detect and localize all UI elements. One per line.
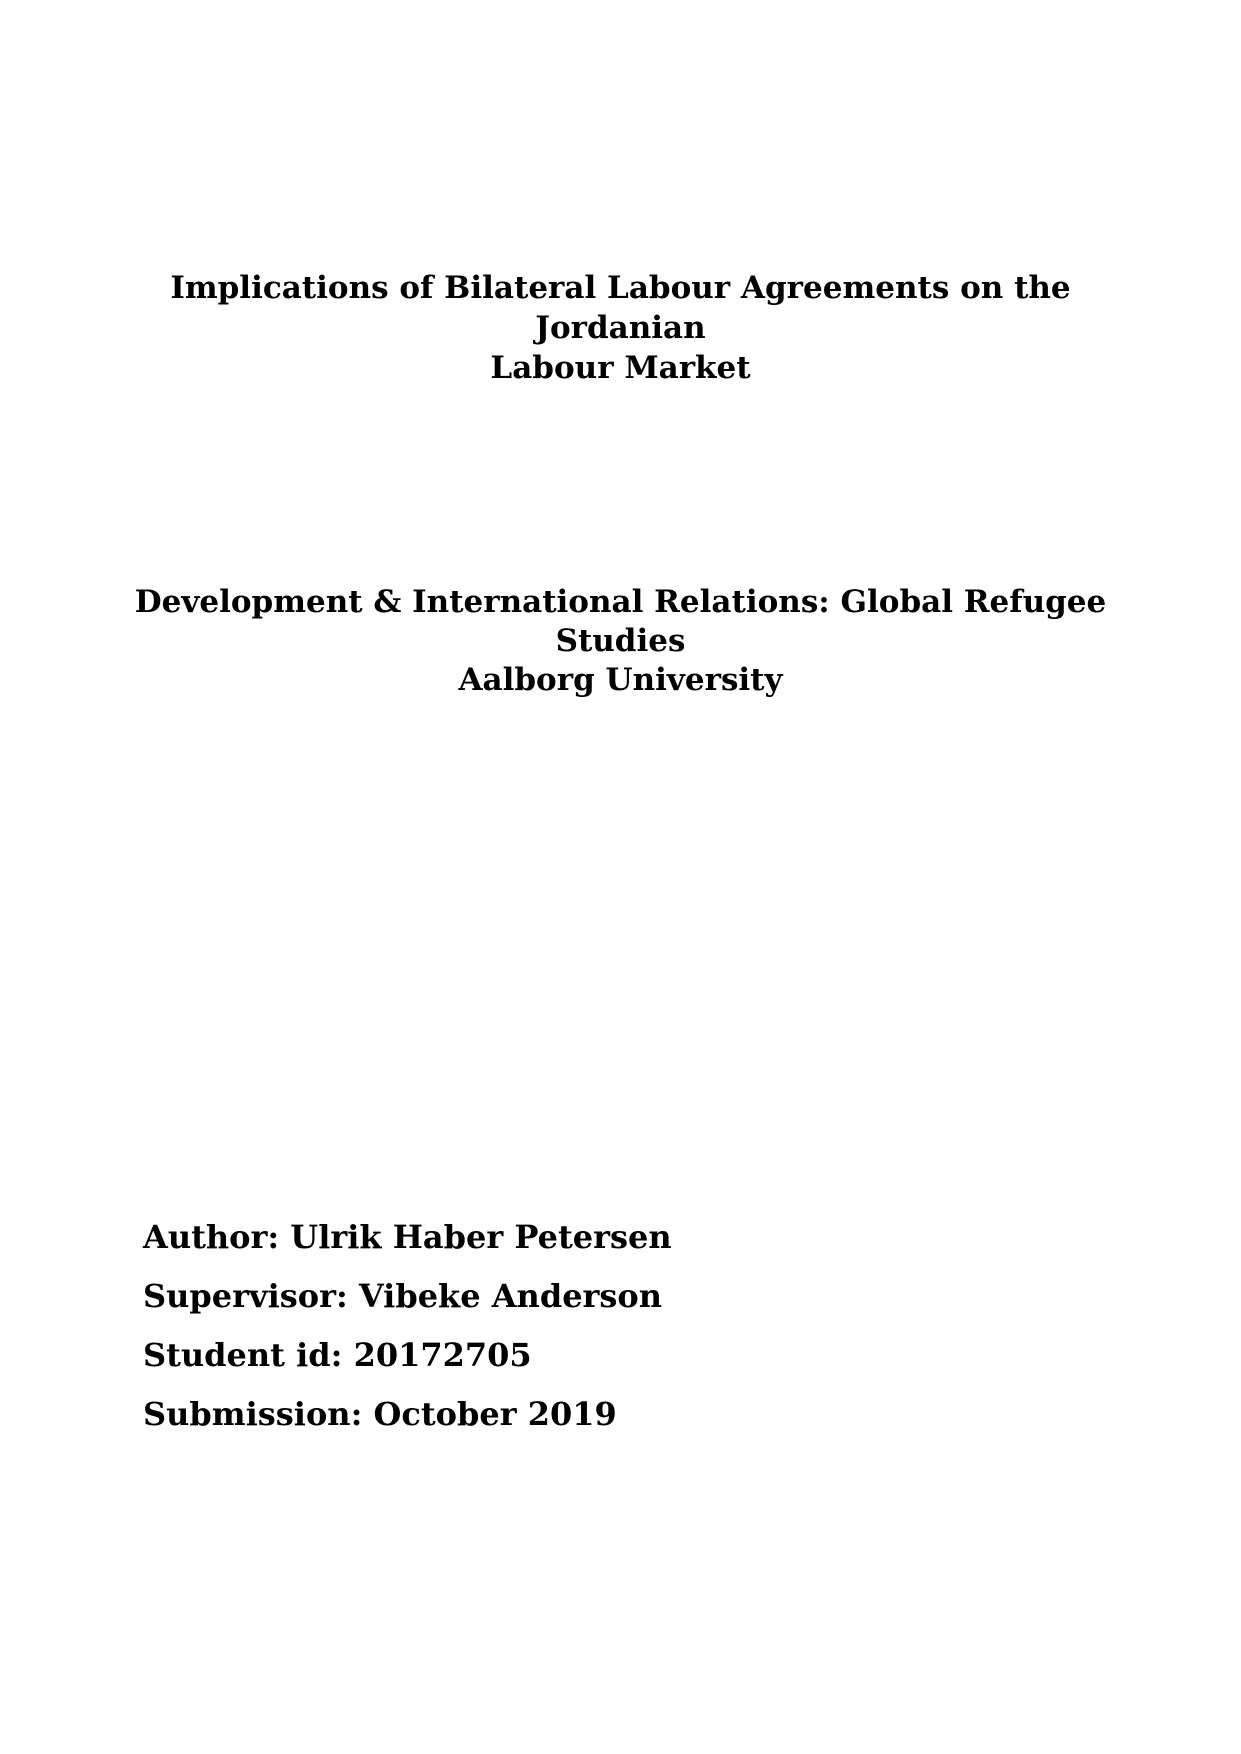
program-line-1: Development & International Relations: Global Refugee	[134, 584, 1107, 620]
program-line-2: Studies	[555, 623, 686, 659]
submission-line: Submission: October 2019	[143, 1395, 617, 1433]
document-title	[120, 268, 1121, 388]
student-id-line: Student id: 20172705	[143, 1336, 532, 1374]
author-line: Author: Ulrik Haber Petersen	[143, 1218, 672, 1256]
university-name: Aalborg University	[458, 662, 783, 698]
supervisor-line: Supervisor: Vibeke Anderson	[143, 1277, 663, 1315]
title-line-1: Implications of Bilateral Labour Agreements on the Jordanian	[170, 270, 1071, 346]
title-line-2: Labour Market	[490, 350, 751, 386]
program-info	[120, 583, 1121, 700]
submission-details	[143, 1208, 1043, 1444]
